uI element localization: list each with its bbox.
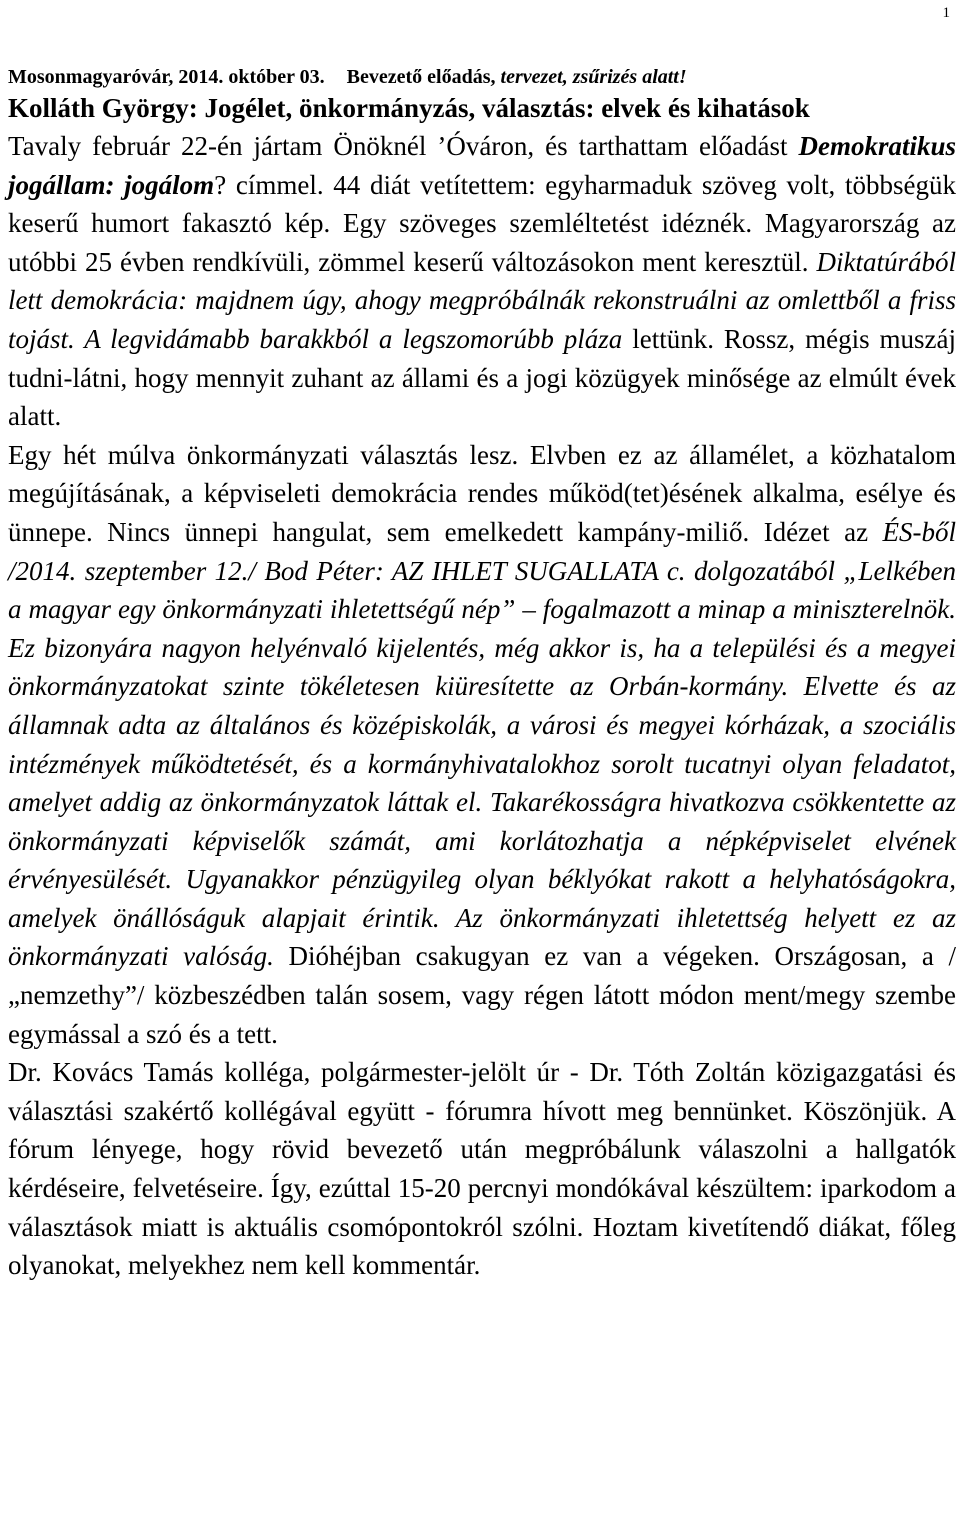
paragraph-run: lettünk. Rossz, mégis muszáj tudni-látni, hogy mennyit zuhant az állami és a jogi közügyek minősége az elmúlt évek alatt. [8, 323, 956, 432]
page-number: 1 [942, 5, 950, 21]
document-body [8, 64, 956, 1285]
paragraph-run: Egy hét múlva önkormányzati választás lesz. Elvben ez az államélet, a közhatalom megújításának, a képviseleti demokrácia rendes működ(tet)ésének alkalma, esélye és ünnepe. Nincs ünnepi hangulat, sem emelkedett kampány-miliő. Idézet az [8, 439, 956, 547]
paragraph-run: Dióhéjban csakugyan ez van a végeken. Országosan, a /„nemzethy”/ közbeszédben talán sosem, vagy régen látott módon ment/megy szembe egymással a szó és a tett. [8, 941, 956, 1049]
header-label: Bevezető előadás, [346, 66, 496, 88]
paragraph-run: Tavaly február 22-én jártam Önöknél ’Óváron, és tarthattam előadást [8, 131, 799, 161]
paragraph-run: Dr. Kovács Tamás kolléga, polgármester-jelölt úr - Dr. Tóth Zoltán közigazgatási és választási szakértő kollégával együtt - fórumra hívott meg bennünket. Köszönjük. A fórum lényege, hogy rövid bevezető után megpróbálunk válaszolni a hallgatók kérdéseire, felvetéseire. Így, ezúttal 15-20 percnyi mondókával készültem: iparkodom a választások miatt is aktuális csomópontokról szólni. Hoztam kivetítendő diákat, főleg olyanokat, melyekhez nem kell kommentár. [8, 1057, 956, 1281]
place-date: Mosonmagyaróvár, 2014. október 03. [8, 66, 325, 88]
paragraph-3 [8, 1053, 956, 1285]
paragraph-1 [8, 127, 956, 436]
document-title: Kolláth György: Jogélet, önkormányzás, választás: elvek és kihatások [8, 93, 810, 123]
paragraph-2 [8, 436, 956, 1054]
paragraph-run-italic: ÉS-ből /2014. szeptember 12./ Bod Péter: AZ IHLET SUGALLATA c. dolgozatából „Lelkében a magyar egy önkormányzati ihletettségű nép” – fogalmazott a minap a miniszterelnök. Ez bizonyára nagyon helyénvaló kijelentés, még akkor is, ha a települési és a megyei önkormányzatokat szinte tökéletesen kiüresítette az Orbán-kormány. Elvette és az államnak adta az általános és középiskolák, a városi és megyei kórházak, a szociális intézmények működtetését, és a kormányhivatalokhoz sorolt tucatnyi olyan feladatot, amelyet addig az önkormányzatok láttak el. Takarékosságra hivatkozva csökkentette az önkormányzati képviselők számát, ami korlátozhatja a népképviselet elvének érvényesülését. Ugyanakkor pénzügyileg olyan béklyókat rakott a helyhatóságokra, amelyek önállóságuk alapjait érintik. Az önkormányzati ihletettség helyett ez az önkormányzati valóság. [8, 516, 956, 972]
paragraph-run-bold-italic: Demokratikus jogállam: jogálom [8, 131, 956, 200]
document-header [8, 64, 956, 90]
paragraph-run-italic: Diktatúrából lett demokrácia: majdnem úgy, ahogy megpróbálnák rekonstruálni az omlettből a friss tojást. A legvidámabb barakkból a legszomorúbb pláza [8, 246, 956, 354]
header-note: tervezet, zsűrizés alatt! [500, 66, 687, 88]
paragraph-run: ? címmel. 44 diát vetítettem: egyharmaduk szöveg volt, többségük keserű humort fakasztó kép. Egy szöveges szemléltetést idéznék. Magyarország az utóbbi 25 évben rendkívüli, zömmel keserű változásokon ment keresztül. [8, 169, 956, 277]
